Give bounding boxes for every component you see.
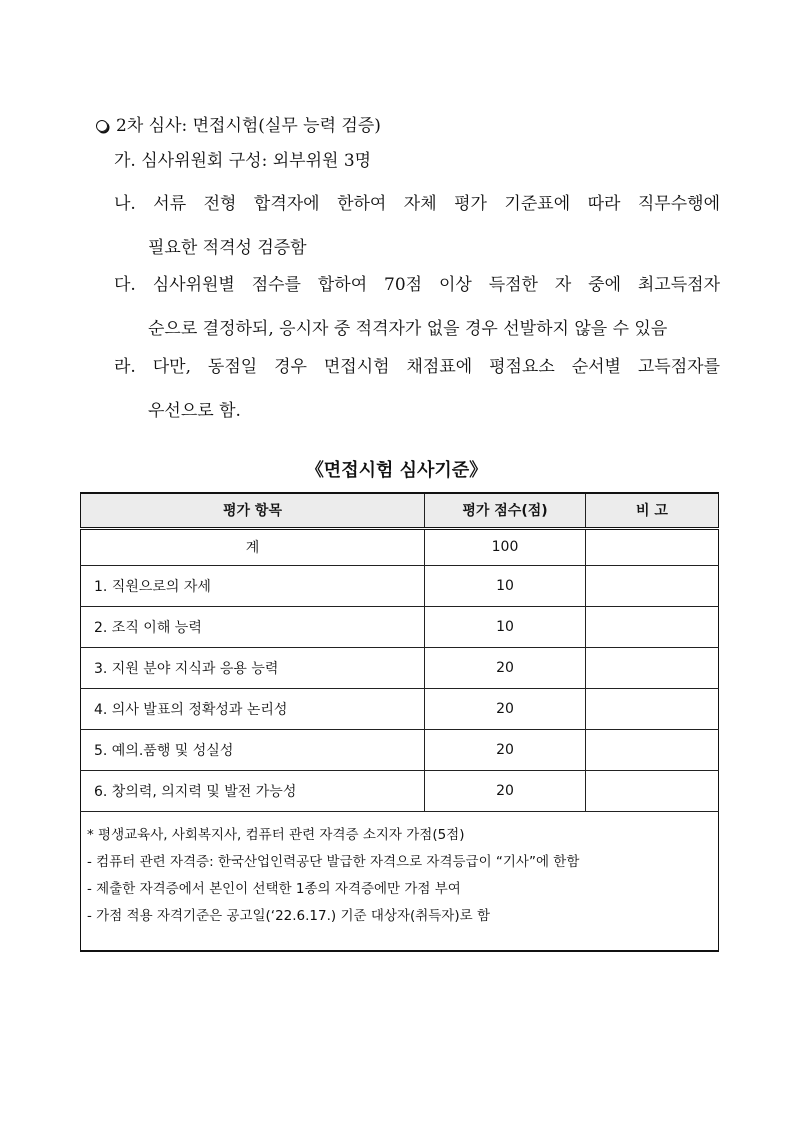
row-remark bbox=[586, 565, 719, 606]
row-remark bbox=[586, 688, 719, 729]
row-score: 20 bbox=[425, 729, 586, 770]
row-remark bbox=[586, 729, 719, 770]
table-row bbox=[81, 729, 719, 770]
row-score: 20 bbox=[425, 647, 586, 688]
section-heading bbox=[96, 111, 381, 136]
table-row bbox=[81, 770, 719, 811]
item-da bbox=[114, 269, 720, 345]
item-ga bbox=[114, 145, 720, 177]
item-ra bbox=[114, 351, 720, 427]
item-text: 심사위원별 점수를 합하여 70점 이상 득점한 자 중에 최고득점자 bbox=[152, 275, 720, 295]
row-item: 4. 의사 발표의 정확성과 논리성 bbox=[81, 688, 425, 729]
row-item: 5. 예의.품행 및 성실성 bbox=[81, 729, 425, 770]
row-remark bbox=[586, 647, 719, 688]
header-evaluation-score: 평가 점수(점) bbox=[425, 493, 586, 528]
table-row-total bbox=[81, 528, 719, 565]
note-line: - 가점 적용 자격기준은 공고일(‘22.6.17.) 기준 대상자(취득자)로 함 bbox=[87, 907, 490, 924]
row-score: 10 bbox=[425, 565, 586, 606]
item-text: 서류 전형 합격자에 한하여 자체 평가 기준표에 따라 직무수행에 bbox=[153, 194, 720, 214]
item-text-continued: 필요한 적격성 검증함 bbox=[148, 238, 307, 258]
row-item: 2. 조직 이해 능력 bbox=[81, 606, 425, 647]
row-item: 3. 지원 분야 지식과 응용 능력 bbox=[81, 647, 425, 688]
header-remark: 비 고 bbox=[586, 493, 719, 528]
row-remark bbox=[586, 528, 719, 565]
item-text: 다만, 동점일 경우 면접시험 채점표에 평점요소 순서별 고득점자를 bbox=[152, 357, 720, 377]
item-na bbox=[114, 188, 720, 264]
note-line: - 제출한 자격증에서 본인이 선택한 1종의 자격증에만 가점 부여 bbox=[87, 880, 461, 897]
circle-bullet-icon bbox=[96, 120, 108, 132]
item-label: 라. bbox=[114, 357, 136, 377]
row-remark bbox=[586, 770, 719, 811]
table-notes-row bbox=[81, 811, 719, 951]
row-item: 계 bbox=[81, 528, 425, 565]
table-row bbox=[81, 565, 719, 606]
notes-cell bbox=[81, 811, 719, 951]
note-line: * 평생교육사, 사회복지사, 컴퓨터 관련 자격증 소지자 가점(5점) bbox=[87, 826, 465, 843]
criteria-table bbox=[80, 492, 719, 952]
item-label: 나. bbox=[114, 194, 136, 214]
row-score: 10 bbox=[425, 606, 586, 647]
table-title: 《면접시험 심사기준》 bbox=[305, 460, 488, 481]
section-title-text: 2차 심사: 면접시험(실무 능력 검증) bbox=[116, 116, 381, 136]
table-row bbox=[81, 606, 719, 647]
note-line: - 컴퓨터 관련 자격증: 한국산업인력공단 발급한 자격으로 자격등급이 “기사”에 한함 bbox=[87, 853, 580, 870]
item-label: 다. bbox=[114, 275, 136, 295]
table-header-row bbox=[81, 493, 719, 528]
row-score: 100 bbox=[425, 528, 586, 565]
row-item: 1. 직원으로의 자세 bbox=[81, 565, 425, 606]
row-item: 6. 창의력, 의지력 및 발전 가능성 bbox=[81, 770, 425, 811]
item-text-continued: 순으로 결정하되, 응시자 중 적격자가 없을 경우 선발하지 않을 수 있음 bbox=[148, 319, 668, 339]
item-label: 가. bbox=[114, 151, 136, 171]
row-score: 20 bbox=[425, 770, 586, 811]
header-evaluation-item: 평가 항목 bbox=[81, 493, 425, 528]
row-score: 20 bbox=[425, 688, 586, 729]
row-remark bbox=[586, 606, 719, 647]
item-text-continued: 우선으로 함. bbox=[148, 401, 241, 421]
item-text: 심사위원회 구성: 외부위원 3명 bbox=[141, 151, 372, 171]
table-row bbox=[81, 647, 719, 688]
table-row bbox=[81, 688, 719, 729]
